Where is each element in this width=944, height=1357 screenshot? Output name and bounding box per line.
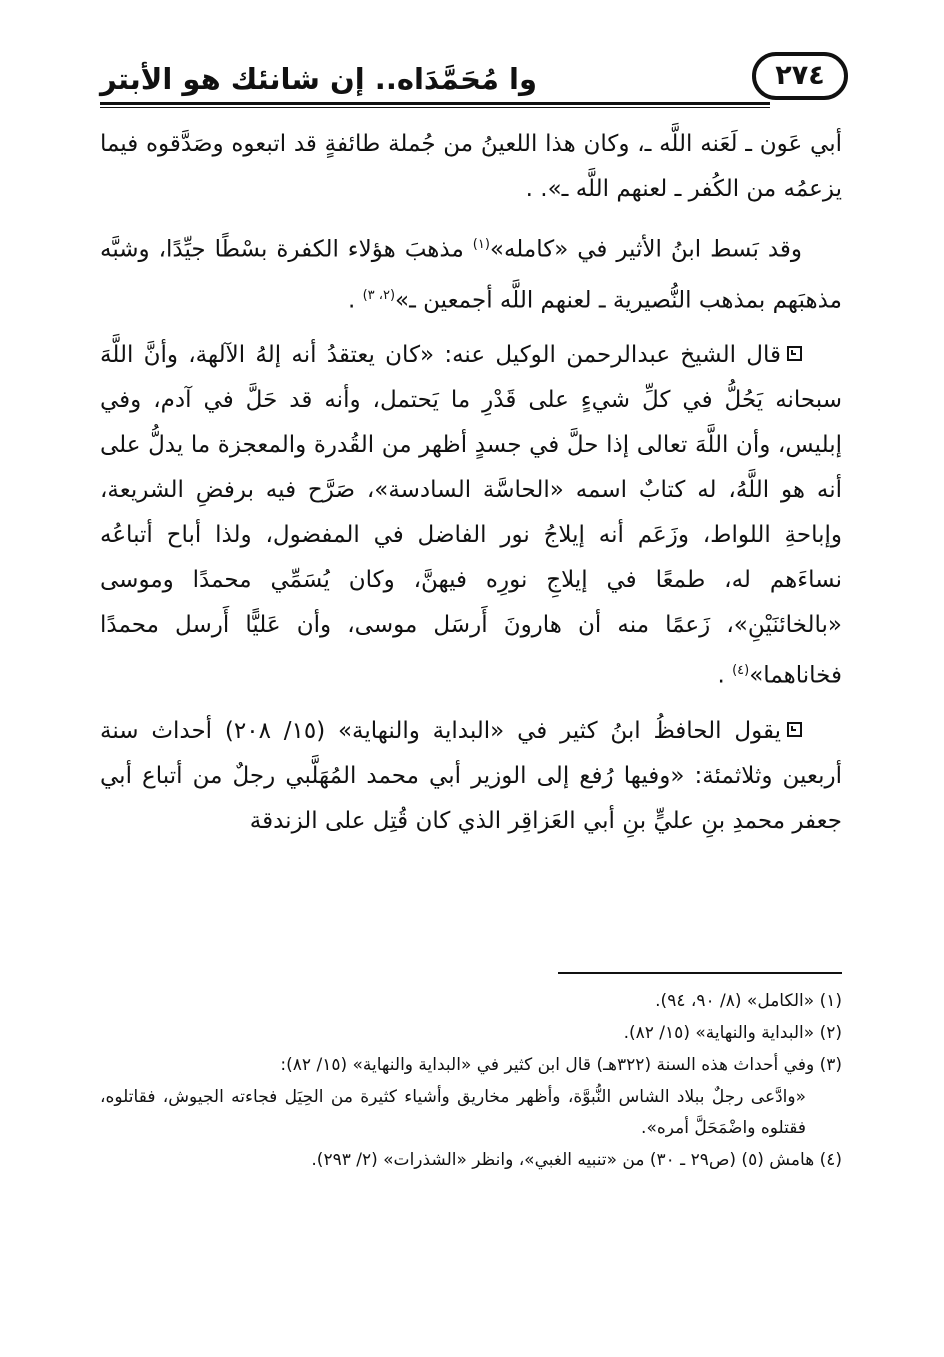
paragraph-3-end: . [717, 662, 733, 689]
footnote-3-quote: «وادَّعى رجلٌ ببلاد الشاس النُّبوَّة، وأظهر مخاريق وأشياء كثيرة من الحِيَل فجاءته الجيوش، فقاتلوه، فقتلوه واضْمَحَلَّ أمره». [100, 1087, 806, 1138]
section-marker-icon [787, 722, 802, 737]
page-header [100, 50, 848, 110]
header-rule-thin [100, 107, 770, 108]
footnote-ref-2-3: (٢، ٣) [362, 287, 396, 303]
footnote-1: (١) «الكامل» (٨/ ٩٠، ٩٤). [655, 991, 842, 1011]
paragraph-2-text: وقد بَسط ابنُ الأثير في «كامله» [489, 236, 802, 263]
footnote-4: (٤) هامش (٥) (ص٢٩ ـ ٣٠) من «تنبيه الغبي»، وانظر «الشذرات» (٢/ ٢٩٣). [311, 1150, 842, 1170]
page-number-badge: ٢٧٤ [752, 52, 848, 100]
paragraph-2-text-cont: مذهبَ هؤلاء الكفرة بسْطًا جيِّدًا، وشبَّه مذهبَهم بمذهب النُّصيرية ـ لعنهم اللَّه أجمعين ـ» [100, 236, 842, 314]
paragraph-1: أبي عَون ـ لَعَنه اللَّه ـ، وكان هذا اللعينُ من جُملة طائفةٍ قد اتبعوه وصَدَّقوه فيما يزعمُه من الكُفر ـ لعنهم اللَّه ـ». . [100, 131, 842, 202]
paragraph-2 [100, 222, 842, 323]
footnote-ref-1: (١) [472, 237, 490, 252]
footnotes [100, 986, 842, 1177]
paragraph-2-end: . [347, 287, 363, 314]
footnote-ref-4: (٤) [732, 663, 750, 679]
footnote-2: (٢) «البداية والنهاية» (١٥/ ٨٢). [623, 1023, 842, 1043]
main-text [100, 122, 842, 854]
paragraph-4 [100, 709, 842, 844]
header-rule [100, 102, 770, 105]
section-marker-icon [787, 346, 802, 361]
footnote-3: (٣) وفي أحداث هذه السنة (٣٢٢هـ) قال ابن كثير في «البداية والنهاية» (١٥/ ٨٢): [280, 1055, 842, 1075]
running-title: وا مُحَمَّدَاه.. إن شانئك هو الأبتر [100, 62, 538, 96]
footnote-separator [558, 972, 842, 974]
paragraph-4-text: يقول الحافظُ ابنُ كثير في «البداية والنهاية» (١٥/ ٢٠٨) أحداث سنة أربعين وثلاثمئة: «وفيها رُفع إلى الوزير أبي محمد المُهَلَّبي رجلٌ من أتباع أبي جعفر محمدِ بنِ عليٍّ بنِ أبي العَزاقِر الذي كان قُتِل على الزندقة [100, 717, 842, 834]
paragraph-3-text: قال الشيخ عبدالرحمن الوكيل عنه: «كان يعتقدُ أنه إلهُ الآلهة، وأنَّ اللَّهَ سبحانه يَحُلُّ في كلِّ شيءٍ على قَدْرِ ما يَحتمل، وأنه قد حَلَّ في آدم، وفي إبليس، وأن اللَّهَ تعالى إذا حلَّ في جسدٍ أظهر من القُدرة والمعجزة ما يدلُّ على أنه هو اللَّهُ، له كتابٌ اسمه «الحاسَّة السادسة»، صَرَّح فيه برفضِ الشريعة، وإباحةِ اللواط، وزَعَم أنه إيلاجُ نور الفاضل في المفضول، ولذا أباح أتباعُه نساءَهم له، طمعًا في إيلاجِ نورِه فيهنَّ، وكان يُسَمِّي محمدًا وموسى «بالخائنَيْنِ»، زَعمًا منه أن هارونَ أَرسَل موسى، وأن عَليًّا أَرسل محمدًا فخاناهما» [100, 342, 842, 689]
paragraph-3 [100, 333, 842, 699]
